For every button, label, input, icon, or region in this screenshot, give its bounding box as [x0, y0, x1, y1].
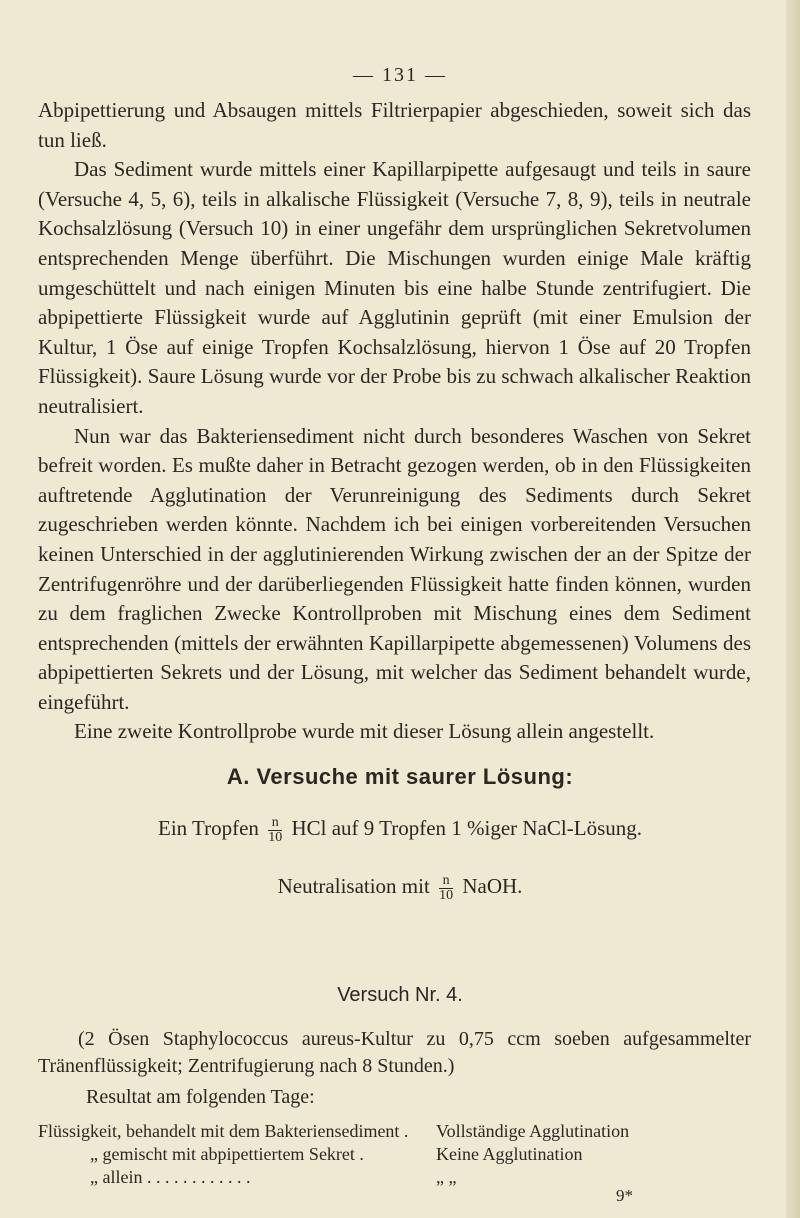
experiment-heading: Versuch Nr. 4.	[337, 984, 463, 1006]
paragraph-second-control: Eine zweite Kontrollprobe wurde mit dieser Lösung allein angestellt.	[74, 719, 655, 744]
paragraph-continuation: Abpipettierung und Absaugen mittels Filtrierpapier abgeschieden, soweit sich das tun ließ.	[38, 98, 751, 152]
result-row	[38, 1166, 778, 1189]
result-outcome: „ „	[436, 1167, 457, 1187]
experiment-note-text: (2 Ösen Staphylococcus aureus-Kultur zu 0,75 ccm soeben aufgesammelter Tränenflüssigkeit; Zentrifugierung nach 8 Stunden.)	[38, 1028, 751, 1077]
fraction-denominator: 10	[268, 829, 283, 845]
formula-hcl-after: HCl auf 9 Tropfen 1 %iger NaCl-Lösung.	[291, 816, 642, 840]
results-table	[38, 1120, 778, 1189]
body-text	[38, 96, 751, 747]
result-outcome: Vollständige Agglutination	[436, 1121, 630, 1141]
paragraph-control: Nun war das Bakteriensediment nicht durch besonderes Waschen von Sekret befreit worden. Es mußte daher in Betracht gezogen werden, ob in den Flüssigkeiten auftretende Agglutination der Verunreinigung des Sediments durch Sekret zugeschrieben werden könnte. Nachdem ich bei einigen vorbereitenden Versuchen keinen Unterschied in der agglutinierenden Wirkung zwischen der an der Spitze der Zentrifugenröhre und der darüberliegenden Flüssigkeit hatte finden können, wurden zu dem fraglichen Zwecke Kontrollproben mit Mischung eines dem Sediment entsprechenden (mittels der erwähnten Kapillarpipette abgemessenen) Volumens des abpipettierten Sekrets und der Lösung, mit welcher das Sediment behandelt wurde, eingeführt.	[38, 423, 751, 714]
sheet-signature: 9*	[616, 1186, 633, 1205]
result-condition: „ gemischt mit abpipettiertem Sekret .	[90, 1144, 364, 1164]
result-row	[38, 1120, 778, 1143]
result-heading: Resultat am folgenden Tage:	[86, 1086, 315, 1108]
paragraph-sediment: Das Sediment wurde mittels einer Kapillarpipette aufgesaugt und teils in saure (Versuche 4, 5, 6), teils in alkalische Flüssigkeit (Versuche 7, 8, 9), teils in neutrale Kochsalzlösung (Versuch 10) in einer ungefähr dem ursprünglichen Sekretvolumen entsprechenden Menge überführt. Die Mischungen wurden einige Male kräftig umgeschüttelt und nach einigen Minuten bis eine halbe Stunde zentrifugiert. Die abpipettierte Flüssigkeit wurde auf Agglutinin geprüft (mit einer Emulsion der Kultur, 1 Öse auf einige Tropfen Kochsalzlösung, hiervon 1 Öse auf 20 Tropfen Flüssigkeit). Saure Lösung wurde vor der Probe bis zu schwach alkalischer Reaktion neutralisiert.	[38, 157, 751, 418]
formula-hcl	[0, 816, 800, 844]
formula-naoh	[0, 874, 800, 902]
result-condition: Flüssigkeit, behandelt mit dem Bakteriensediment .	[38, 1121, 409, 1141]
result-condition: „ allein . . . . . . . . . . . .	[90, 1167, 251, 1187]
fraction-numerator: n	[271, 814, 279, 830]
formula-naoh-after: NaOH.	[462, 874, 523, 898]
formula-hcl-before: Ein Tropfen	[158, 816, 259, 840]
result-outcome: Keine Agglutination	[436, 1144, 583, 1164]
section-heading: A. Versuche mit saurer Lösung:	[226, 764, 574, 789]
fraction-denominator: 10	[439, 887, 454, 903]
formula-naoh-before: Neutralisation mit	[277, 874, 430, 898]
page-number: — 131 —	[353, 64, 447, 86]
fraction-n-10	[439, 872, 454, 903]
page-edge	[786, 0, 800, 1218]
fraction-numerator: n	[442, 872, 450, 888]
result-row	[38, 1143, 778, 1166]
fraction-n-10	[268, 814, 283, 845]
experiment-note	[38, 1026, 751, 1080]
